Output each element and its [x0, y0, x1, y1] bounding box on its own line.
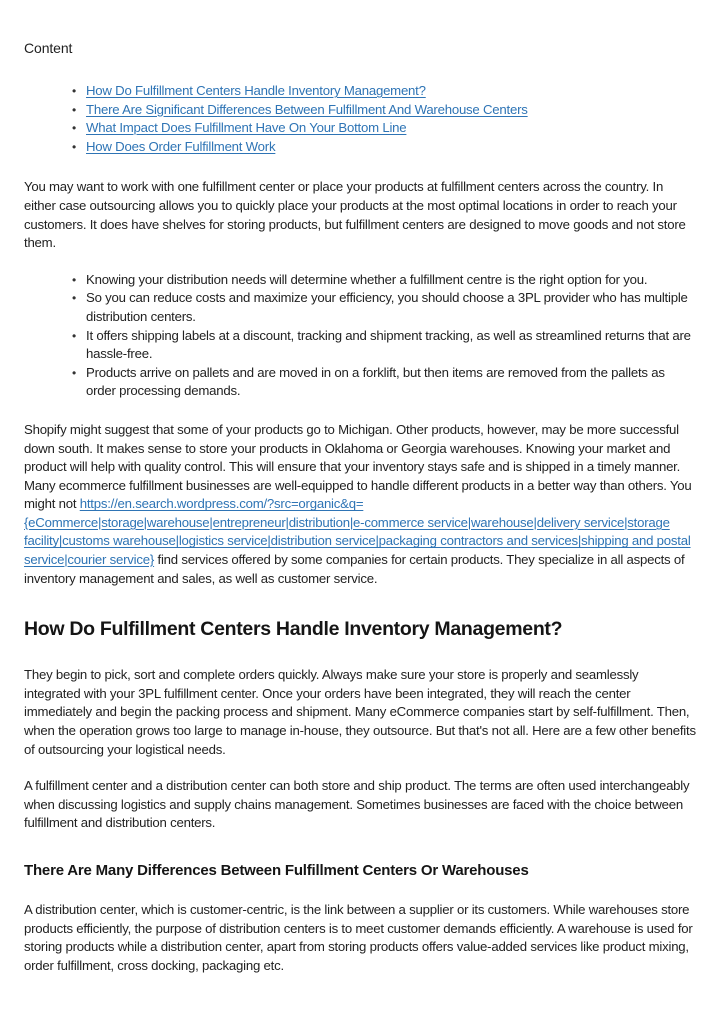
toc-link-order-fulfillment[interactable]: How Does Order Fulfillment Work [86, 138, 276, 154]
toc-item [86, 82, 696, 101]
list-item: • Knowing your distribution needs will determine whether a fulfillment centre is the right option for you. [86, 271, 696, 290]
toc-link-differences[interactable]: There Are Significant Differences Between Fulfillment And Warehouse Centers [86, 101, 528, 117]
list-item: • It offers shipping labels at a discount, tracking and shipment tracking, as well as streamlined returns that are hassle-free. [86, 327, 696, 364]
toc-item [86, 119, 696, 138]
paragraph-text: find services offered by some companies for certain products. They specialize in all aspects of inventory management and sales, as well as customer service. [24, 552, 685, 586]
section-heading-inventory-management: How Do Fulfillment Centers Handle Inventory Management? [24, 618, 563, 641]
subsection-heading-differences: There Are Many Differences Between Fulfillment Centers Or Warehouses [24, 862, 529, 879]
list-item: • Products arrive on pallets and are moved in on a forklift, but then items are removed from the pallets as order processing demands. [86, 364, 696, 401]
table-of-contents [24, 82, 696, 156]
paragraph-text: Shopify might suggest that some of your products go to Michigan. Other products, however, may be more successful down south. It makes sense to store your products in Oklahoma or Georgia warehouses. Knowing your market and product will help with quality control. This will ensure that your inventory stays safe and is shipped in a timely manner. Many ecommerce fulfillment businesses are well-equipped to handle different products in a better way than others. You might not [24, 421, 692, 512]
toc-item [86, 138, 696, 157]
toc-link-bottom-line[interactable]: What Impact Does Fulfillment Have On Your Bottom Line [86, 120, 407, 136]
body-paragraph-distribution-center: A distribution center, which is customer-centric, is the link between a supplier or its customers. While warehouses store products efficiently, the purpose of distribution centers is to meet customer demands efficiently. A warehouse is used for storing products while a distribution center, apart from storing products offers value-added services like product mixing, order fulfillment, cross docking, packaging etc. [24, 902, 693, 973]
toc-link-inventory-management[interactable]: How Do Fulfillment Centers Handle Inventory Management? [86, 83, 426, 98]
toc-item [86, 101, 696, 120]
intro-paragraph: You may want to work with one fulfillment center or place your products at fulfillment centers across the country. In either case outsourcing allows you to quickly place your products at the most optimal locations in order to reach your customers. It does have shelves for storing products, but fulfillment centers are designed to move goods and not store them. [24, 179, 686, 251]
body-paragraph-fulfillment-vs-distribution: A fulfillment center and a distribution center can both store and ship product. The terms are often used interchangeably when discussing logistics and supply chains management. Sometimes businesses are faced with the choice between fulfillment and distribution centers. [24, 778, 690, 831]
content-label: Content [24, 40, 73, 56]
list-item: • So you can reduce costs and maximize your efficiency, you should choose a 3PL provider who has multiple distribution centers. [86, 289, 696, 326]
body-paragraph-picking: They begin to pick, sort and complete orders quickly. Always make sure your store is properly and seamlessly integrated with your 3PL fulfillment center. Once your orders have been integrated, they will reach the center immediately and begin the packing process and shipment. Many eCommerce companies start by self-fulfillment. Then, when the operation grows too large to manage in-house, they outsource. But that's not all. Here are a few other benefits of outsourcing your logistical needs. [24, 667, 696, 757]
feature-list [24, 271, 696, 401]
wordpress-search-link[interactable]: https://en.search.wordpress.com/?src=organic&q={eCommerce|storage|warehouse|entrepreneur|distribution|e-commerce service|warehouse|delivery service|storage facility|customs warehouse|logistics service|distribution service|packaging contractors and services|shipping and postal service|courier service} [24, 496, 691, 568]
shopify-paragraph [24, 421, 696, 588]
